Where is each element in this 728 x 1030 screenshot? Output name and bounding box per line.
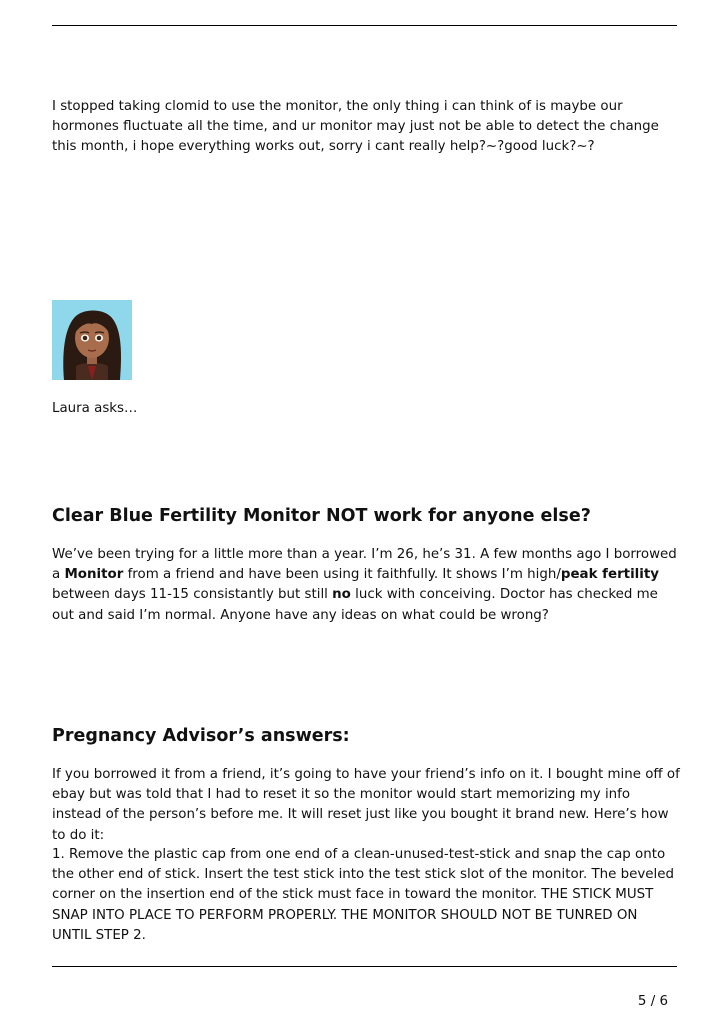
question-title: Clear Blue Fertility Monitor NOT work for anyone else? xyxy=(52,506,591,526)
bold-peak-fertility: peak fertility xyxy=(560,567,659,583)
page-number: 5 / 6 xyxy=(637,994,668,1009)
bold-no: no xyxy=(332,587,351,603)
bold-monitor: Monitor xyxy=(64,567,124,583)
top-rule xyxy=(52,25,677,26)
asker-label: Laura asks… xyxy=(52,401,138,416)
bottom-rule xyxy=(52,966,677,967)
answers-title: Pregnancy Advisor’s answers: xyxy=(52,726,350,746)
question-body: We’ve been trying for a little more than a year. I’m 26, he’s 31. A few months ago I borrowed a Monitor from a friend and have been using it faithfully. It shows I’m high/peak fertility between days 11-15 consistantly but still no luck with conceiving. Doctor has checked me out and said I’m normal. Anyone have any ideas on what could be wrong? xyxy=(52,547,677,623)
answer-paragraph-1: If you borrowed it from a friend, it’s going to have your friend’s info on it. I bought mine off of ebay but was told that I had to reset it so the monitor would start memorizing my info instead of the person’s before me. It will reset just like you bought it brand new. Here’s how to do it: xyxy=(52,767,680,843)
answer-paragraph-2: 1. Remove the plastic cap from one end of a clean-unused-test-stick and snap the cap onto the other end of stick. Insert the test stick into the test stick slot of the monitor. The beveled corner on the insertion end of the stick must face in toward the monitor. THE STICK MUST SNAP INTO PLACE TO PERFORM PROPERLY. THE MONITOR SHOULD NOT BE TUNRED ON UNTIL STEP 2. xyxy=(52,847,674,943)
answer-text: I stopped taking clomid to use the monitor, the only thing i can think of is maybe our hormones fluctuate all the time, and ur monitor may just not be able to detect the change this month, i hope everything works out, sorry i cant really help?~?good luck?~? xyxy=(52,99,659,155)
avatar-icon xyxy=(52,300,132,380)
